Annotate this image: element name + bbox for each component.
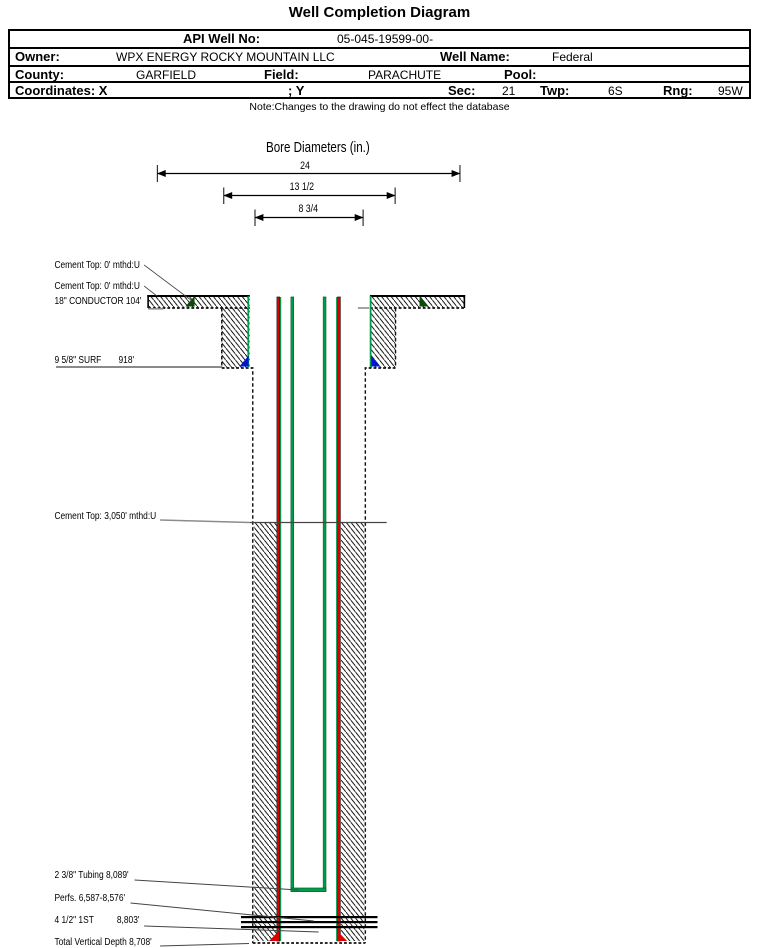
sec-value: 21 — [502, 84, 516, 98]
leader-perfs — [131, 903, 314, 921]
production-casing — [277, 297, 341, 941]
field-value: PARACHUTE — [368, 68, 442, 82]
dimension-8-3-4 — [255, 203, 364, 226]
well-name-label: Well Name: — [440, 49, 510, 64]
borehole-wall-right — [365, 308, 395, 943]
leader-cement-top-2 — [144, 286, 157, 296]
county-value: GARFIELD — [136, 68, 197, 82]
surface-casing-depth: 918' — [118, 354, 135, 367]
cement-top-3-label: Cement Top: 3,050' mthd:U — [54, 510, 157, 523]
bore-diameters-title: Bore Diameters (in.) — [265, 138, 370, 156]
well-name-value: Federal — [552, 50, 593, 64]
owner-value: WPX ENERGY ROCKY MOUNTAIN LLC — [116, 50, 335, 64]
coordinates-label: Coordinates: X — [15, 83, 108, 98]
bore-diameters-block — [157, 139, 460, 226]
perforation-lines — [241, 916, 378, 928]
borehole-wall-left — [222, 308, 253, 943]
owner-label: Owner: — [15, 49, 60, 64]
marker-triangles — [185, 296, 428, 941]
leader-tvd — [160, 944, 249, 947]
rng-value: 95W — [718, 84, 743, 98]
surface-casing-lines — [247, 296, 371, 367]
twp-label: Twp: — [540, 83, 570, 98]
page-title: Well Completion Diagram — [288, 4, 471, 21]
surface-casing-label: 9 5/8" SURF — [54, 354, 102, 367]
tubing-right-line — [323, 297, 326, 891]
dimension-24-value: 24 — [300, 160, 310, 173]
surface-cement-left — [222, 308, 250, 368]
casing-cement-line-left — [280, 297, 281, 941]
production-cement-left — [254, 523, 277, 941]
perfs-label: Perfs. 6,587-8,576' — [54, 892, 126, 905]
wellbore-outline — [148, 308, 464, 943]
casing-4-1-2-left — [277, 297, 280, 941]
tubing-left-line — [291, 297, 294, 891]
tubing-string — [291, 297, 326, 892]
production-cement-right — [341, 523, 364, 941]
tvd-label: Total Vertical Depth 8,708' — [54, 936, 152, 948]
dimension-24 — [157, 160, 460, 182]
database-note: Note:Changes to the drawing do not effect the database — [249, 101, 510, 113]
leader-cement-top-3-gray — [160, 520, 250, 523]
conductor-flange-left — [148, 296, 250, 308]
twp-value: 6S — [608, 84, 623, 98]
rng-label: Rng: — [663, 83, 693, 98]
pool-label: Pool: — [504, 67, 537, 82]
cement-top-2-label: Cement Top: 0' mthd:U — [54, 280, 140, 293]
dimension-13-1-2-value: 13 1/2 — [289, 181, 315, 194]
casing-cement-line-right — [336, 297, 337, 941]
conductor-flange-right — [370, 296, 464, 308]
sec-label: Sec: — [448, 83, 476, 98]
county-label: County: — [15, 67, 65, 82]
api-well-no-value: 05-045-19599-00- — [337, 32, 434, 46]
annotation-labels — [54, 259, 156, 948]
cement-hatch-areas — [148, 296, 464, 941]
dimension-13-1-2 — [223, 181, 395, 204]
casing-4-1-2-right — [338, 297, 341, 941]
api-well-no-label: API Well No: — [183, 31, 261, 46]
dimension-8-3-4-value: 8 3/4 — [298, 203, 319, 216]
casing-4-1-2-depth: 8,803' — [116, 914, 140, 927]
conductor-label: 18" CONDUCTOR 104' — [54, 295, 142, 308]
tubing-label: 2 3/8" Tubing 8,089' — [54, 869, 129, 882]
cement-top-1-label: Cement Top: 0' mthd:U — [54, 259, 140, 272]
coordinates-y-label: ; Y — [288, 83, 305, 98]
field-label: Field: — [264, 67, 299, 82]
casing-4-1-2-label: 4 1/2" 1ST — [54, 914, 94, 927]
